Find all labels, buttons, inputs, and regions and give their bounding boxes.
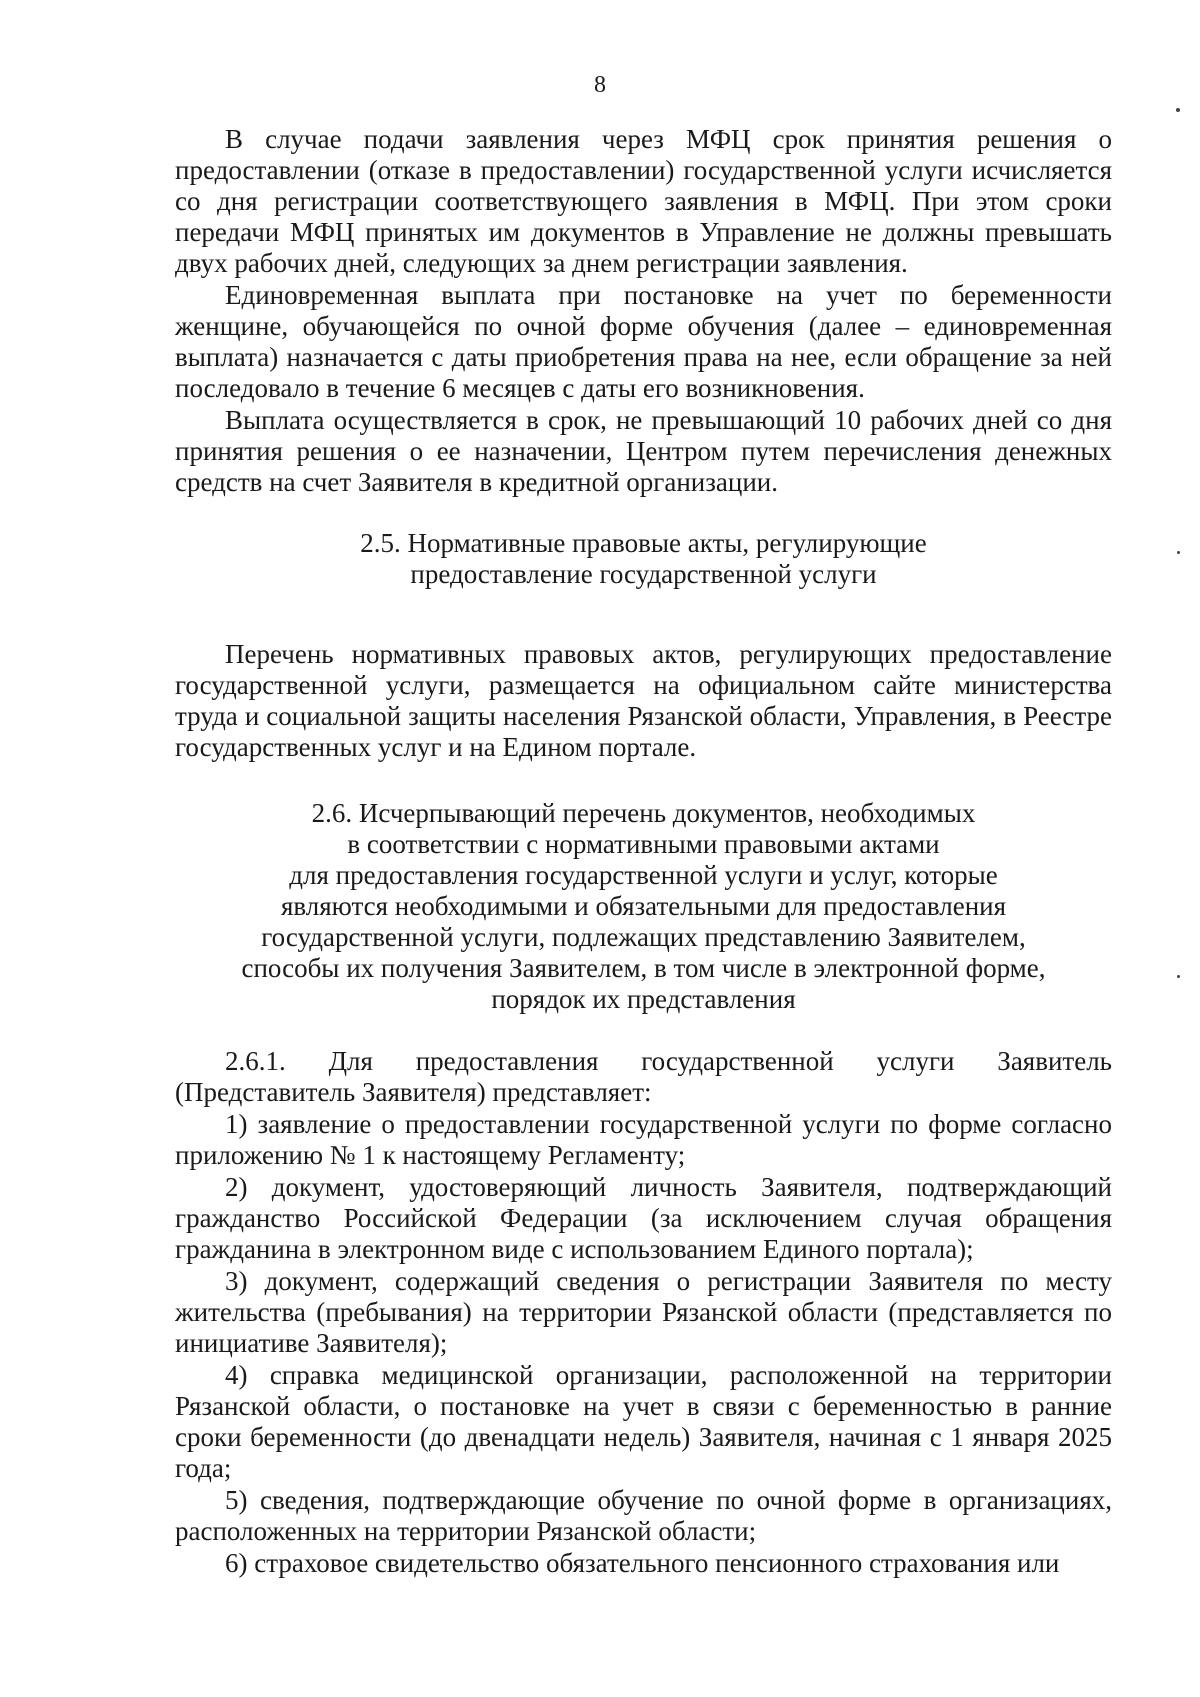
scan-speck xyxy=(1177,975,1180,978)
heading-line: государственной услуги, подлежащих представлению Заявителем, xyxy=(261,922,1026,952)
list-item-application: 1) заявление о предоставлении государственной услуги по форме согласно приложению № 1 к настоящему Регламенту; xyxy=(175,1109,1112,1170)
document-body xyxy=(175,124,1112,1580)
paragraph-2-6-1-intro: 2.6.1. Для предоставления государственной услуги Заявитель (Представитель Заявителя) представляет: xyxy=(175,1046,1112,1107)
list-item-insurance-certificate: 6) страховое свидетельство обязательного пенсионного страхования или xyxy=(225,1548,1060,1578)
paragraph-legal-acts-list: Перечень нормативных правовых актов, регулирующих предоставление государственной услуги, размещается на официальном сайте министерства труда и социальной защиты населения Рязанской области, Управления, в Реестре государственных услуг и на Едином портале. xyxy=(175,639,1112,762)
heading-line: для предоставления государственной услуги и услуг, которые xyxy=(289,860,998,890)
section-2-6-heading xyxy=(175,798,1112,1015)
heading-line: 2.6. Исчерпывающий перечень документов, необходимых xyxy=(311,798,976,828)
heading-line: предоставление государственной услуги xyxy=(410,559,877,589)
list-item-registration-document: 3) документ, содержащий сведения о регистрации Заявителя по месту жительства (пребывания) на территории Рязанской области (представляется по инициативе Заявителя); xyxy=(175,1266,1112,1358)
paragraph-lump-sum-payment: Единовременная выплата при постановке на учет по беременности женщине, обучающейся по очной форме обучения (далее – единовременная выплата) назначается с даты приобретения права на нее, если обращение за ней последовало в течение 6 месяцев с даты его возникновения. xyxy=(175,280,1112,403)
heading-line: являются необходимыми и обязательными для предоставления xyxy=(280,891,1007,921)
scan-speck xyxy=(1176,108,1180,112)
page-number: 8 xyxy=(594,72,606,98)
paragraph-payment-terms: Выплата осуществляется в срок, не превышающий 10 рабочих дней со дня принятия решения о ее назначении, Центром путем перечисления денежных средств на счет Заявителя в кредитной организации. xyxy=(175,405,1112,497)
heading-line: способы их получения Заявителем, в том числе в электронной форме, xyxy=(241,953,1046,983)
heading-line: порядок их представления xyxy=(491,984,796,1014)
paragraph-mfc-terms: В случае подачи заявления через МФЦ срок принятия решения о предоставлении (отказе в предоставлении) государственной услуги исчисляется со дня регистрации соответствующего заявления в МФЦ. При этом сроки передачи МФЦ принятых им документов в Управление не должны превышать двух рабочих дней, следующих за днем регистрации заявления. xyxy=(175,124,1112,278)
section-2-5-heading xyxy=(175,528,1112,590)
heading-line: в соответствии с нормативными правовыми актами xyxy=(347,829,940,859)
list-item-identity-document: 2) документ, удостоверяющий личность Заявителя, подтверждающий гражданство Российской Федерации (за исключением случая обращения гражданина в электронном виде с использованием Единого портала); xyxy=(175,1172,1112,1264)
heading-line: 2.5. Нормативные правовые акты, регулирующие xyxy=(360,528,927,558)
list-item-study-info: 5) сведения, подтверждающие обучение по очной форме в организациях, расположенных на территории Рязанской области; xyxy=(175,1485,1112,1546)
scan-speck xyxy=(1177,551,1180,554)
list-item-medical-certificate: 4) справка медицинской организации, расположенной на территории Рязанской области, о постановке на учет в связи с беременностью в ранние сроки беременности (до двенадцати недель) Заявителя, начиная с 1 января 2025 года; xyxy=(175,1360,1112,1483)
